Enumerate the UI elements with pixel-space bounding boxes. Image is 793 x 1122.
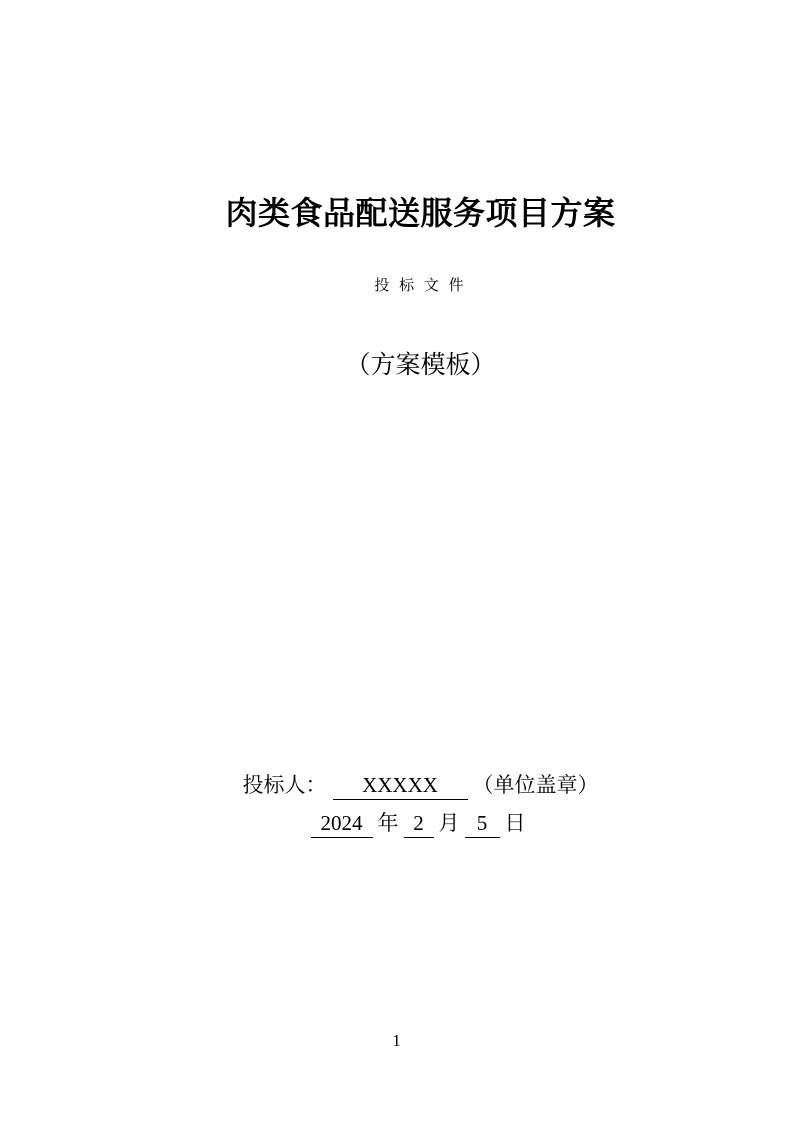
bidder-line [48, 770, 793, 800]
date-month-unit: 月 [438, 811, 460, 835]
date-month-field: 2 [404, 811, 434, 838]
seal-note: （单位盖章） [472, 773, 599, 797]
template-note: （方案模板） [345, 352, 496, 379]
signature-block [48, 770, 793, 838]
date-year-unit: 年 [377, 811, 399, 835]
date-line [48, 808, 793, 838]
page-number: 1 [392, 1031, 401, 1050]
document-title: 肉类食品配送服务项目方案 [225, 195, 616, 231]
bidder-value-field: XXXXX [333, 773, 468, 800]
date-day-field: 5 [465, 811, 500, 838]
bidder-label: 投标人： [242, 773, 327, 797]
date-year-field: 2024 [311, 811, 373, 838]
document-subtitle: 投 标 文 件 [374, 278, 467, 294]
date-day-unit: 日 [504, 811, 526, 835]
